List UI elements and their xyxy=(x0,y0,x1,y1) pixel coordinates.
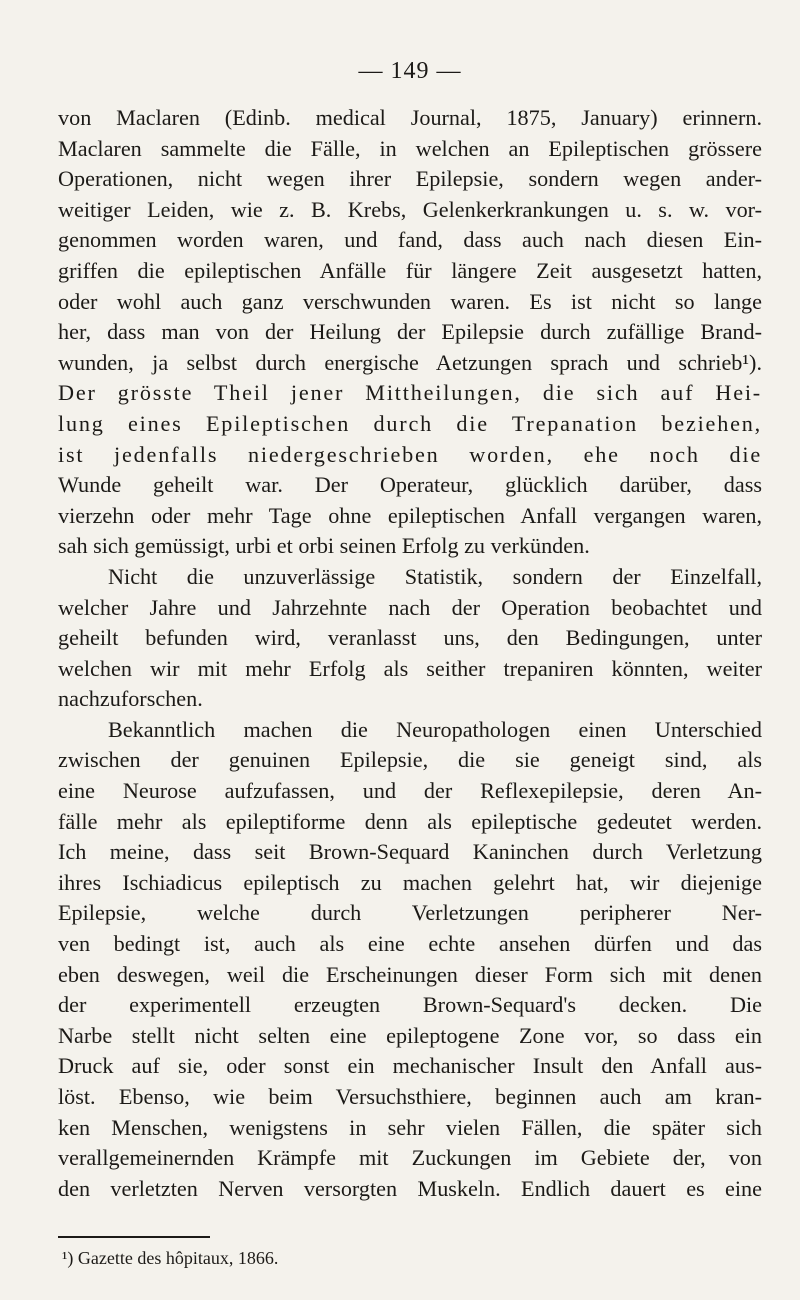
text-line: der experimentell erzeugten Brown-Sequard's decken. Die xyxy=(58,992,762,1018)
text-line: verallgemeinernden Krämpfe mit Zuckungen im Gebiete der, von xyxy=(58,1145,762,1171)
footnote-marker: ¹) xyxy=(62,1248,74,1268)
text-line: von Maclaren (Edinb. medical Journal, 1875, January) erinnern. xyxy=(58,105,762,130)
text-line: fälle mehr als epileptiforme denn als epileptische gedeutet werden. xyxy=(58,808,762,834)
text-line: wunden, ja selbst durch energische Aetzungen sprach und schrieb¹). xyxy=(58,349,762,375)
page-number: — 149 — xyxy=(358,58,462,84)
text-line: Druck auf sie, oder sonst ein mechanischer Insult den Anfall aus- xyxy=(58,1053,762,1079)
text-line: Wunde geheilt war. Der Operateur, glücklich darüber, dass xyxy=(58,472,762,498)
text-line: Operationen, nicht wegen ihrer Epilepsie, sondern wegen ander- xyxy=(58,166,762,192)
text-line: Nicht die unzuverlässige Statistik, sondern der Einzelfall, xyxy=(108,563,762,589)
text-line: Ich meine, dass seit Brown-Sequard Kaninchen durch Verletzung xyxy=(58,839,762,865)
text-line: geheilt befunden wird, veranlasst uns, den Bedingungen, unter xyxy=(58,625,762,651)
footnote-divider xyxy=(58,1236,210,1238)
text-line: Maclaren sammelte die Fälle, in welchen an Epileptischen grössere xyxy=(58,135,762,161)
text-line: Epilepsie, welche durch Verletzungen peripherer Ner- xyxy=(58,900,762,926)
text-line: her, dass man von der Heilung der Epilepsie durch zufällige Brand- xyxy=(58,319,762,345)
text-line: lung eines Epileptischen durch die Trepanation beziehen, xyxy=(58,410,762,436)
footnote-text: Gazette des hôpitaux, 1866. xyxy=(77,1248,279,1268)
text-line: Der grösste Theil jener Mittheilungen, die sich auf Hei- xyxy=(58,380,762,406)
text-line: ihres Ischiadicus epileptisch zu machen gelehrt hat, wir diejenige xyxy=(58,869,762,895)
text-line: vierzehn oder mehr Tage ohne epileptischen Anfall vergangen waren, xyxy=(58,502,762,528)
text-line: griffen die epileptischen Anfälle für längere Zeit ausgesetzt hatten, xyxy=(58,257,762,283)
text-line: welcher Jahre und Jahrzehnte nach der Operation beobachtet und xyxy=(58,594,762,620)
text-line: nachzuforschen. xyxy=(58,686,203,712)
body-text xyxy=(58,103,762,1204)
footnote xyxy=(62,1248,278,1269)
text-line: welchen wir mit mehr Erfolg als seither trepaniren könnten, weiter xyxy=(58,655,762,681)
text-line: oder wohl auch ganz verschwunden waren. Es ist nicht so lange xyxy=(58,288,762,314)
text-line: Narbe stellt nicht selten eine epileptogene Zone vor, so dass ein xyxy=(58,1022,762,1048)
text-line: ist jedenfalls niedergeschrieben worden, ehe noch die xyxy=(58,441,762,467)
text-line: ven bedingt ist, auch als eine echte ansehen dürfen und das xyxy=(58,931,762,957)
text-line: löst. Ebenso, wie beim Versuchsthiere, beginnen auch am kran- xyxy=(58,1084,762,1109)
text-line: genommen worden waren, und fand, dass auch nach diesen Ein- xyxy=(58,227,762,253)
text-line: sah sich gemüssigt, urbi et orbi seinen Erfolg zu verkünden. xyxy=(58,533,590,559)
text-line: eine Neurose aufzufassen, und der Reflexepilepsie, deren An- xyxy=(58,778,762,804)
text-line: weitiger Leiden, wie z. B. Krebs, Gelenkerkrankungen u. s. w. vor- xyxy=(58,196,762,222)
text-line: eben deswegen, weil die Erscheinungen dieser Form sich mit denen xyxy=(58,961,762,987)
text-line: ken Menschen, wenigstens in sehr vielen Fällen, die später sich xyxy=(58,1114,762,1140)
text-line: Bekanntlich machen die Neuropathologen einen Unterschied xyxy=(108,716,762,742)
text-line: den verletzten Nerven versorgten Muskeln. Endlich dauert es eine xyxy=(58,1175,762,1201)
text-line: zwischen der genuinen Epilepsie, die sie geneigt sind, als xyxy=(58,747,762,773)
